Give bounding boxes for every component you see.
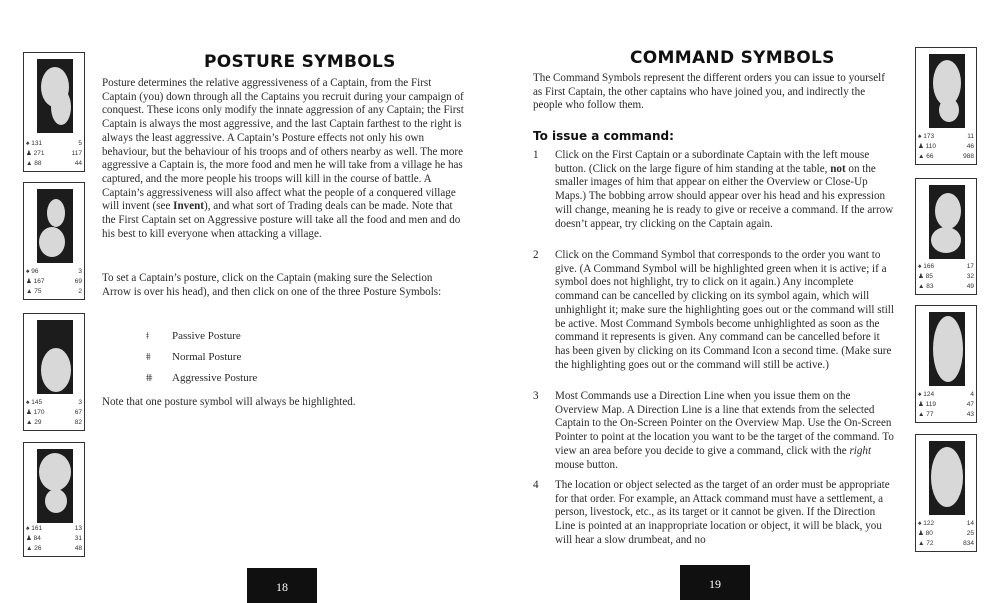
command-step-2: Click on the Command Symbol that corresponds to the order you want to give. (A Command Symbol will be highlighted green when it is active; if a symbol does not highlight, try to click on it again.) Any incomplete command can be cancelled by clicking on its symbol again, which will unhighlight it; make sure the highlighting goes out or the command will still be active. Most Command Symbols become unhighlighted as soon as the command it represents is given. Any command can be cancelled before it has been given by clicking on its Command Icon a second time. (Make sure the highlighting goes out or the command will still be active.) [555, 249, 894, 371]
captain-map-thumbnail [37, 59, 73, 133]
captain-card [23, 442, 85, 557]
captain-stats: ♠ 166 17 ♟ 85 32 ▲ 83 49 [918, 263, 974, 290]
set-posture-paragraph: To set a Captain’s posture, click on the Captain (making sure the Selection Arrow is over his head), and then click on one of the three Posture Symbols: [102, 272, 442, 298]
captain-card [23, 52, 85, 172]
command-intro-paragraph: The Command Symbols represent the different orders you can issue to yourself as First Captain, the other captains who have joined you, and indirectly the people who follow them. [533, 72, 885, 112]
captain-card [915, 305, 977, 423]
item-number-3: 3 [533, 390, 539, 402]
passive-posture-icon: ǂ [146, 330, 148, 342]
captain-map-thumbnail [929, 185, 965, 259]
command-step-4: The location or object selected as the target of an order must be appropriate for that order. For example, an Attack command must have a settlement, a person, livestock, etc., as its target or it cannot be given. If the Direction Line is pointed at an inappropriate location or object, it will be black, you will hear a slow drumbeat, and no [555, 479, 890, 546]
posture-aggressive-row [146, 372, 257, 384]
page-number-right: 19 [680, 565, 750, 600]
posture-passive-row [146, 330, 241, 342]
normal-posture-icon: ǂǂ [146, 351, 150, 363]
captain-map-thumbnail [929, 54, 965, 128]
normal-posture-label: Normal Posture [172, 351, 242, 363]
captain-card [915, 47, 977, 165]
captain-map-thumbnail [37, 320, 73, 394]
item-number-1: 1 [533, 149, 539, 161]
posture-normal-row [146, 351, 241, 363]
captain-stats: ♠ 122 14 ♟ 80 25 ▲ 72 834 [918, 520, 974, 547]
posture-symbols-heading: POSTURE SYMBOLS [204, 52, 396, 72]
captain-map-thumbnail [37, 449, 73, 523]
captain-stats: ♠ 161 13 ♟ 84 31 ▲ 26 48 [26, 525, 82, 552]
captain-stats: ♠ 131 5 ♟ 271 117 ▲ 88 44 [26, 140, 82, 167]
command-step-1: Click on the First Captain or a subordinate Captain with the left mouse button. (Click on the large figure of him standing at the table, not on the smaller images of him that appear on either the Overview or Close-Up Maps.) The bobbing arrow should appear over his head and his expression will change, meaning he is ready to give or receive a command. If the arrow doesn’t appear, try clicking on the Captain again. [555, 149, 894, 230]
captain-stats: ♠ 96 3 ♟ 167 69 ▲ 75 2 [26, 268, 82, 295]
captain-map-thumbnail [929, 312, 965, 386]
command-symbols-heading: COMMAND SYMBOLS [630, 48, 835, 68]
item-number-2: 2 [533, 249, 539, 261]
posture-note: Note that one posture symbol will always be highlighted. [102, 396, 356, 408]
issue-command-subheading: To issue a command: [533, 129, 674, 143]
captain-map-thumbnail [37, 189, 73, 263]
captain-stats: ♠ 173 11 ♟ 110 46 ▲ 66 988 [918, 133, 974, 160]
captain-card [23, 182, 85, 300]
command-step-3: Most Commands use a Direction Line when you issue them on the Overview Map. A Direction Line is a line that extends from the selected Captain to the On-Screen Pointer on the Overview Map. Use the On-Screen Pointer to point at the location you want to be the target of the command. To view an area before you decide to give a command, click with the right mouse button. [555, 390, 894, 471]
passive-posture-label: Passive Posture [172, 330, 241, 342]
captain-stats: ♠ 124 4 ♟ 119 47 ▲ 77 43 [918, 391, 974, 418]
aggressive-posture-label: Aggressive Posture [172, 372, 258, 384]
posture-intro-paragraph: Posture determines the relative aggressiveness of a Captain, from the First Captain (you) down through all the Captains you recruit during your campaign of conquest. These icons only modify the innate aggression of any Captain; the First Captain is always the most aggressive, and the last Captain farthest to the right is always the least aggressive. A Captain’s Posture effects not only his own behaviour, but the behaviour of his troops and of others nearby as well. The more aggressive a Captain is, the more food and men he will take from a village he has captured, and the more people his troops will kill in the course of battle. A Captain’s aggressiveness will also affect what the people of a conquered village will invent (see Invent), and what sort of Trading deals can be made. Note that the First Captain set on Aggressive posture will take all the food and men and do his best to kill everyone when attacking a village. [102, 77, 464, 240]
captain-card [23, 313, 85, 431]
captain-card [915, 178, 977, 295]
captain-map-thumbnail [929, 441, 965, 515]
captain-stats: ♠ 145 3 ♟ 170 67 ▲ 29 82 [26, 399, 82, 426]
aggressive-posture-icon: ǂǂǂ [146, 372, 152, 384]
item-number-4: 4 [533, 479, 539, 491]
captain-card [915, 434, 977, 552]
page-number-left: 18 [247, 568, 317, 603]
